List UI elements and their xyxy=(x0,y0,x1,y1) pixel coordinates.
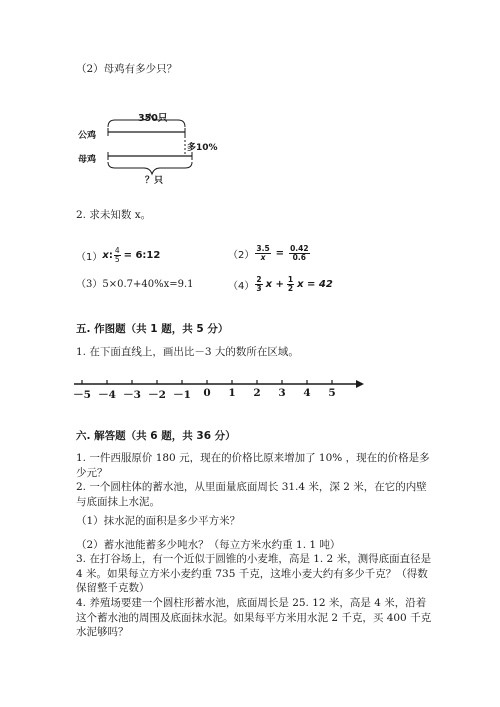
question-mother-hens: （2）母鸡有多少只？ xyxy=(76,63,178,75)
eq4-fraction-2 xyxy=(287,276,294,293)
eq2-frac1-den: x xyxy=(260,253,266,262)
number-line-tick-label: 0 xyxy=(203,387,211,399)
section-6-question-1: 1. 一件西服原价 180 元，现在的价格比原来增加了 10% ，现在的价格是多少元？ xyxy=(76,452,430,479)
number-line-tick-label: 3 xyxy=(278,387,286,399)
section-6-question-2-sub-2: （2）蓄水池能蓄多少吨水？（每立方米水约重 1. 1 吨） xyxy=(76,539,341,551)
section-5-title: 五. 作图题（共 1 题，共 5 分） xyxy=(76,323,229,335)
eq4-prefix: （4） xyxy=(228,281,255,292)
eq2-fraction-right xyxy=(289,245,310,262)
eq1-colon: : xyxy=(108,250,113,261)
eq1-fraction xyxy=(114,247,121,264)
eq2-prefix: （2） xyxy=(228,250,255,261)
number-line-tick-label: －5 xyxy=(73,389,91,401)
eq2-frac2-num: 0.42 xyxy=(290,244,309,253)
eq2-equals: = xyxy=(275,248,285,259)
section-6-title: 六. 解答题（共 6 题，共 36 分） xyxy=(76,430,236,442)
number-line-arrow xyxy=(356,380,364,388)
equation-1 xyxy=(76,247,160,264)
eq1-frac-den: 5 xyxy=(114,255,120,264)
bottom-count-label: ？只 xyxy=(145,176,164,186)
section-5-question-1: 1. 在下面直线上，画出比－3 大的数所在区域。 xyxy=(76,346,299,358)
number-line-tick-label: 4 xyxy=(303,387,311,399)
eq1-prefix: （1） xyxy=(76,252,103,263)
eq4-fraction-1 xyxy=(255,276,262,293)
section-6-question-3: 3. 在打谷场上，有一个近似于圆锥的小麦堆，高是 1. 2 米，测得底面直径是 4 米。如果每立方米小麦约重 735 千克，这堆小麦大约有多少千克？（得数保留整千克数） xyxy=(76,553,432,594)
number-line-tick-label: －3 xyxy=(123,389,141,401)
number-line-tick-label: 1 xyxy=(228,387,236,399)
eq4-frac1-num: 2 xyxy=(256,275,262,284)
number-line-tick-label: －2 xyxy=(148,389,166,401)
section-6-question-4: 4. 养殖场要建一个圆柱形蓄水池，底面周长是 25. 12 米，高是 4 米，沿着这个蓄水池的周围及底面抹水泥。如果每平方米用水泥 2 千克，买 400 千克水泥够吗？ xyxy=(76,597,432,638)
number-line-svg xyxy=(74,376,364,392)
eq4-mid: x + xyxy=(265,279,284,290)
number-line-tick-label: －4 xyxy=(98,389,116,401)
eq4-frac2-den: 2 xyxy=(287,284,294,293)
eq4-frac2-num: 1 xyxy=(287,275,294,284)
eq2-fraction-left xyxy=(255,245,270,262)
eq1-rest: = 6:12 xyxy=(123,250,161,261)
number-line-tick-label: －1 xyxy=(173,389,191,401)
eq2-frac1-num: 3.5 xyxy=(256,244,270,253)
top-count-label: 350只 xyxy=(138,113,168,124)
section-6-question-2-sub-1: （1）抹水泥的面积是多少平方米？ xyxy=(76,515,241,527)
rooster-label: 公鸡 xyxy=(78,131,97,141)
number-line-tick-label: 5 xyxy=(328,387,336,399)
eq1-frac-num: 4 xyxy=(114,246,120,255)
eq4-rest: x = 42 xyxy=(297,279,333,290)
number-line-tick-label: 2 xyxy=(253,387,261,399)
equation-2 xyxy=(228,245,311,262)
eq4-frac1-den: 3 xyxy=(256,284,262,293)
eq1-var: x xyxy=(102,250,109,261)
equation-4 xyxy=(228,276,333,293)
hen-label: 母鸡 xyxy=(78,155,97,165)
section-6-question-2: 2. 一个圆柱体的蓄水池，从里面量底面周长 31.4 米，深 2 米，在它的内壁与底面抹上水泥。 xyxy=(76,481,427,508)
equation-3: （3）5×0.7+40%x=9.1 xyxy=(76,279,194,290)
eq2-frac2-den: 0.6 xyxy=(292,253,306,262)
question-2-title: 2. 求未知数 x。 xyxy=(76,209,152,221)
more-percent-label: 多10% xyxy=(187,143,218,153)
